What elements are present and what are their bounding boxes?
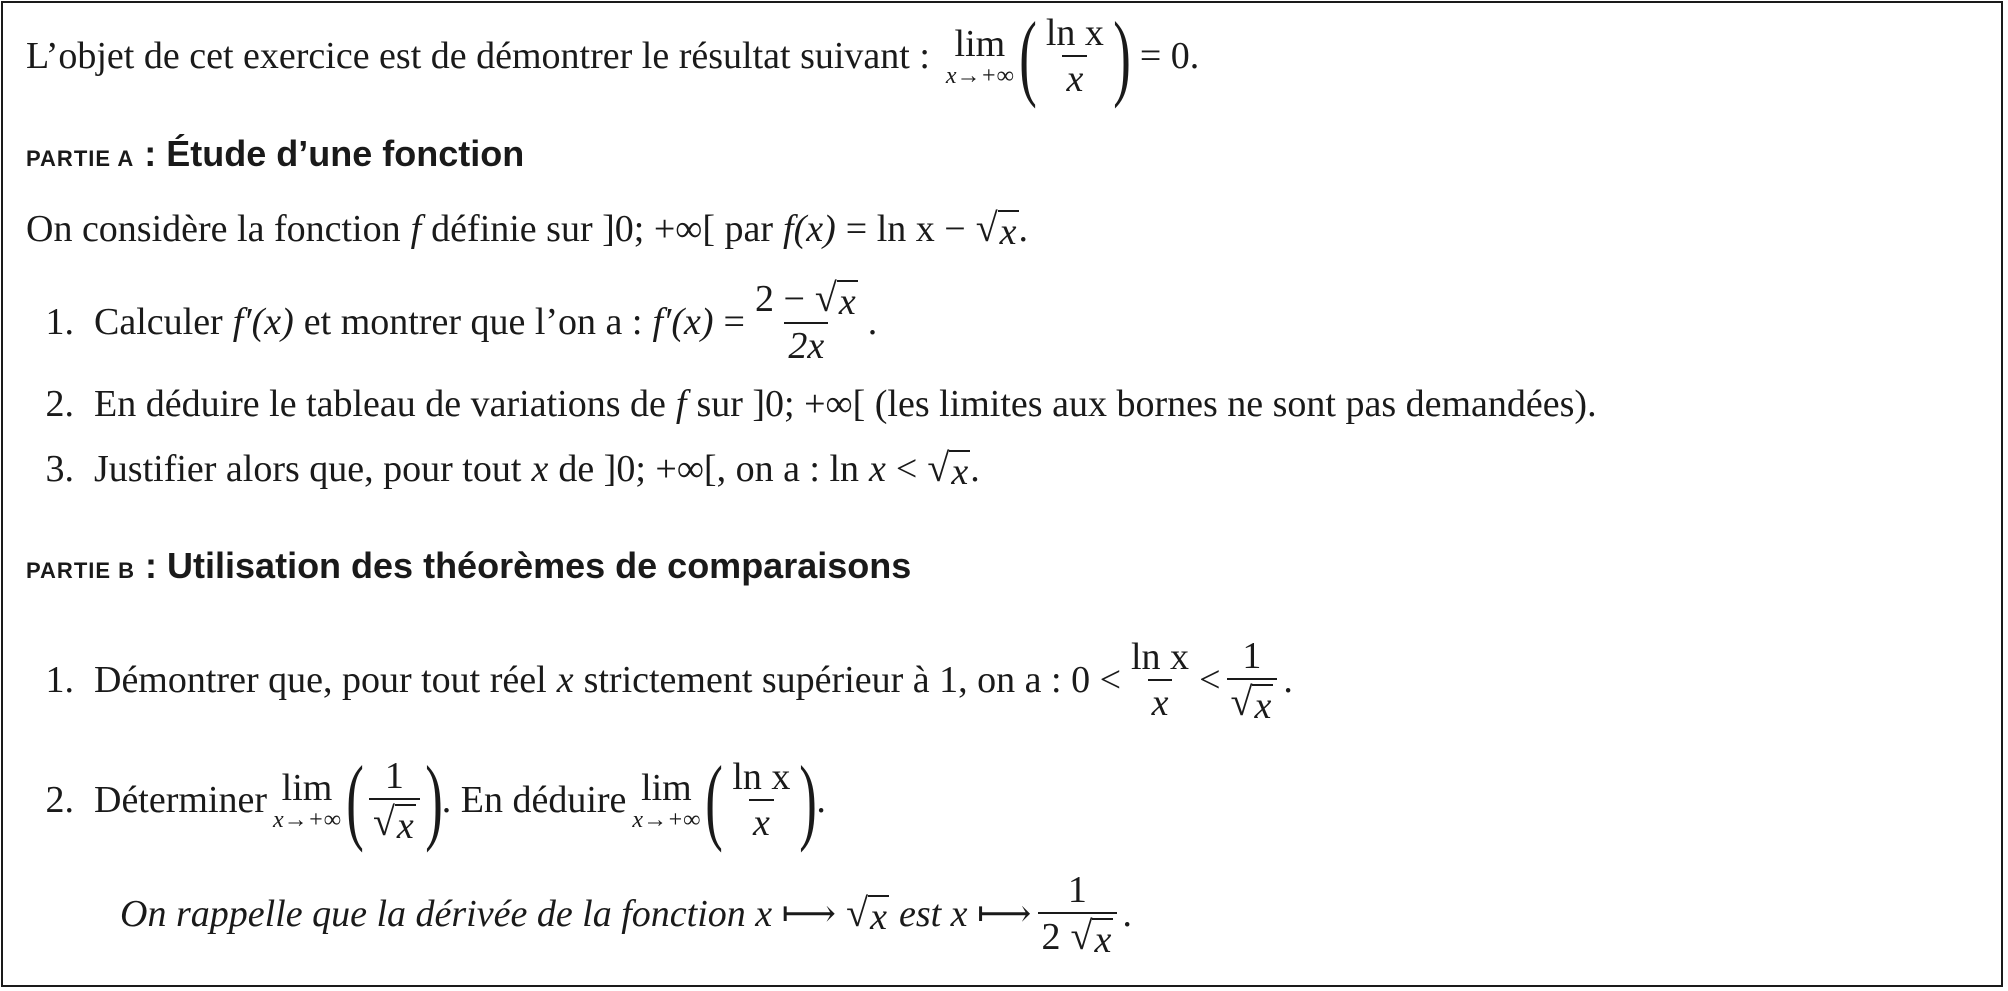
text: strictement supérieur à 1, on a : 0 < [583,659,1121,701]
intro-tail: = 0. [1139,35,1200,77]
sqrt-arg: x [870,896,887,938]
partie-b-heading [26,544,911,593]
math-fprime: f′(x) [652,301,714,343]
lim-subscript: x→+∞ [273,807,341,833]
sqrt-arg: x [396,805,414,847]
fraction-denominator [369,798,420,846]
math-x: x [556,659,574,701]
left-paren: ( [346,746,364,853]
sqrt-arg: x [951,451,969,493]
limit [632,768,700,832]
partie-a-question-1 [26,276,877,368]
right-paren: ) [424,746,443,853]
text: . [970,448,980,490]
intro-line [26,2,1200,109]
lim-word: lim [641,767,692,809]
math-f: f [410,208,422,250]
text: On considère la fonction [26,208,401,250]
fraction-denominator: 2x [784,322,828,368]
text: Démontrer que, pour tout réel [94,659,547,701]
left-paren: ( [705,746,724,853]
fraction-denominator: x [749,799,774,845]
sqrt-x: √ x [814,275,856,323]
text: Justifier alors que, pour tout [94,448,522,490]
sqrt-x: √ x [1230,679,1272,727]
intro-text: L’objet de cet exercice est de démontrer le résultat suivant : [26,35,930,77]
partie-a-question-3 [26,446,980,492]
right-paren: ) [799,746,818,853]
text: Déterminer [94,779,268,821]
text: . [1018,208,1029,250]
text: < [1199,659,1221,701]
fraction-denominator [1038,912,1118,960]
text: 2 − [754,278,805,320]
partie-a-title: : Étude d’une fonction [134,133,525,174]
right-paren: ) [1113,2,1131,109]
partie-b-question-1 [26,634,1293,726]
text: Calculer [94,301,223,343]
fraction-numerator: 1 [1067,869,1087,911]
fraction-numerator: ln x [1045,12,1104,54]
lim-subscript: x→+∞ [632,807,701,833]
note-line [120,868,1133,960]
question-number: 3. [45,448,74,490]
partie-b-title: : Utilisation des théorèmes de comparaisons [135,545,912,586]
question-number: 1. [45,301,74,343]
sqrt-x: √ x [975,205,1017,253]
text: = [723,301,745,343]
text: < [895,448,918,490]
text: . [816,779,826,821]
math-fprime: f′(x) [232,301,294,343]
partie-a-intro [26,206,1028,252]
text: On rappelle que la dérivée de la fonction x ⟼ [120,893,837,935]
sqrt-x: √ x [372,799,414,847]
partie-b-question-2 [26,746,826,853]
fraction-numerator: ln x [732,756,791,798]
sqrt-arg: x [1254,685,1272,727]
math-fx: f(x) [783,208,836,250]
ln-fraction [728,755,794,845]
intro-limit [946,24,1014,88]
lim-subscript: x→+∞ [945,63,1014,89]
intro-fraction [1042,11,1108,101]
fraction-denominator [1227,678,1278,726]
left-paren: ( [1019,2,1037,109]
question-number: 2. [45,383,74,425]
math-x: x [869,448,886,490]
text: . [867,301,878,343]
partie-b-label: PARTIE B [26,558,136,583]
lim-word: lim [281,767,333,809]
text: et montrer que l’on a : [303,301,643,343]
text: . En déduire [441,779,627,821]
ln-fraction [1127,635,1193,725]
partie-a-question-2 [26,382,1597,426]
question-number: 1. [45,659,74,701]
fraction-numerator: ln x [1131,636,1190,678]
text: . [1123,893,1133,935]
limit [273,768,341,832]
fraction-numerator: 1 [384,755,404,797]
inverse-sqrt-fraction [369,754,420,846]
sqrt-x: √ x [1070,913,1112,961]
text: En déduire le tableau de variations de [94,383,666,425]
sqrt-x: √ x [927,445,969,493]
sqrt-x: √ x [846,890,887,938]
question-number: 2. [45,779,74,821]
text: = ln x − [845,208,966,250]
note-fraction [1038,868,1118,960]
fraction-denominator: x [1062,55,1087,101]
inverse-sqrt-fraction [1227,634,1278,726]
text: 2 [1041,916,1061,958]
text: est x ⟼ [898,893,1032,935]
text: . [1283,659,1293,701]
text: sur ]0; +∞[ (les limites aux bornes ne sont pas demandées). [696,383,1597,425]
sqrt-arg: x [999,211,1017,253]
partie-a-heading [26,132,524,181]
derivative-fraction [751,276,862,368]
lim-word: lim [954,23,1006,65]
math-x: x [531,448,549,490]
math-f: f [675,383,687,425]
sqrt-arg: x [1094,919,1112,961]
sqrt-arg: x [838,281,856,323]
fraction-denominator: x [1148,679,1173,725]
text: de ]0; +∞[, on a : ln [558,448,860,490]
fraction-numerator: 1 [1242,635,1262,677]
partie-a-label: PARTIE A [26,146,135,171]
fraction-numerator [751,276,862,322]
text: définie sur ]0; +∞[ par [431,208,774,250]
